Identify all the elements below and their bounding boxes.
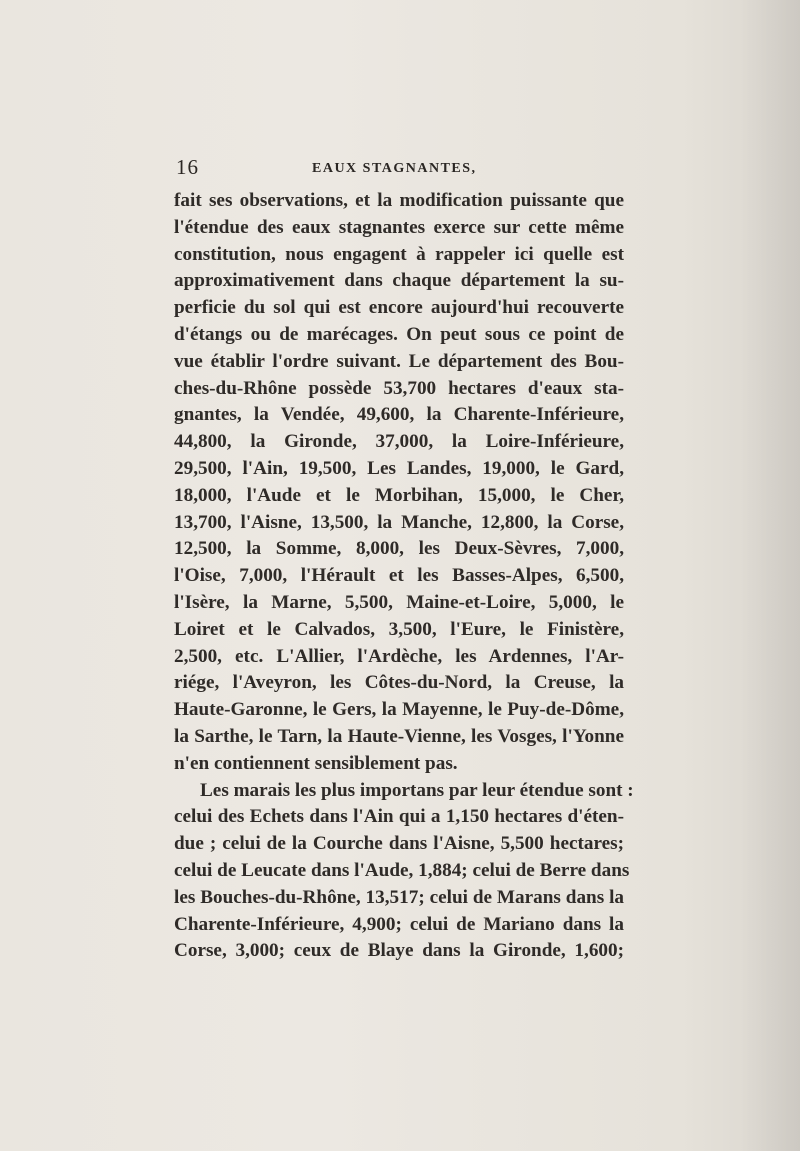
text-line: n'en contiennent sensiblement pas. xyxy=(174,752,458,774)
text-line: 44,800, la Gironde, 37,000, la Loire-Inférieure, xyxy=(174,431,624,453)
text-line: riége, l'Aveyron, les Côtes-du-Nord, la Creuse, la xyxy=(174,672,624,694)
text-line: l'étendue des eaux stagnantes exerce sur cette même xyxy=(174,216,624,238)
text-line: 29,500, l'Ain, 19,500, Les Landes, 19,000, le Gard, xyxy=(174,457,624,479)
text-line: ches-du-Rhône possède 53,700 hectares d'eaux sta- xyxy=(174,377,624,399)
text-line: celui de Leucate dans l'Aude, 1,884; celui de Berre dans xyxy=(174,859,630,881)
text-line: 13,700, l'Aisne, 13,500, la Manche, 12,800, la Corse, xyxy=(174,511,624,533)
text-line: l'Isère, la Marne, 5,500, Maine-et-Loire, 5,000, le xyxy=(174,591,624,613)
text-line: gnantes, la Vendée, 49,600, la Charente-Inférieure, xyxy=(174,404,624,426)
text-line: due ; celui de la Courche dans l'Aisne, 5,500 hectares; xyxy=(174,833,624,855)
text-line: Les marais les plus importans par leur étendue sont : xyxy=(200,779,634,801)
page-number: 16 xyxy=(176,155,199,179)
text-line: Haute-Garonne, le Gers, la Mayenne, le Puy-de-Dôme, xyxy=(174,699,624,721)
text-line: approximativement dans chaque département la su- xyxy=(174,270,624,292)
text-line: Corse, 3,000; ceux de Blaye dans la Gironde, 1,600; xyxy=(174,940,624,962)
text-line: constitution, nous engagent à rappeler ici quelle est xyxy=(174,243,624,265)
text-line: d'étangs ou de marécages. On peut sous ce point de xyxy=(174,323,624,345)
text-line: celui des Echets dans l'Ain qui a 1,150 hectares d'éten- xyxy=(174,806,624,828)
text-line: les Bouches-du-Rhône, 13,517; celui de Marans dans la xyxy=(174,886,624,908)
text-line: vue établir l'ordre suivant. Le département des Bou- xyxy=(174,350,624,372)
text-line: la Sarthe, le Tarn, la Haute-Vienne, les Vosges, l'Yonne xyxy=(174,725,624,747)
text-line: Charente-Inférieure, 4,900; celui de Mariano dans la xyxy=(174,913,624,935)
text-line: 12,500, la Somme, 8,000, les Deux-Sèvres, 7,000, xyxy=(174,538,624,560)
text-line: Loiret et le Calvados, 3,500, l'Eure, le Finistère, xyxy=(174,618,624,640)
body-text xyxy=(174,188,634,965)
text-line: 2,500, etc. L'Allier, l'Ardèche, les Ardennes, l'Ar- xyxy=(174,645,624,667)
page-edge-shadow xyxy=(740,0,800,1151)
running-title: EAUX STAGNANTES, xyxy=(312,161,477,176)
text-line: l'Oise, 7,000, l'Hérault et les Basses-Alpes, 6,500, xyxy=(174,565,624,587)
text-line: perficie du sol qui est encore aujourd'hui recouverte xyxy=(174,297,624,319)
text-line: fait ses observations, et la modification puissante que xyxy=(174,190,624,211)
text-line: 18,000, l'Aude et le Morbihan, 15,000, le Cher, xyxy=(174,484,624,506)
page-header xyxy=(176,155,623,185)
